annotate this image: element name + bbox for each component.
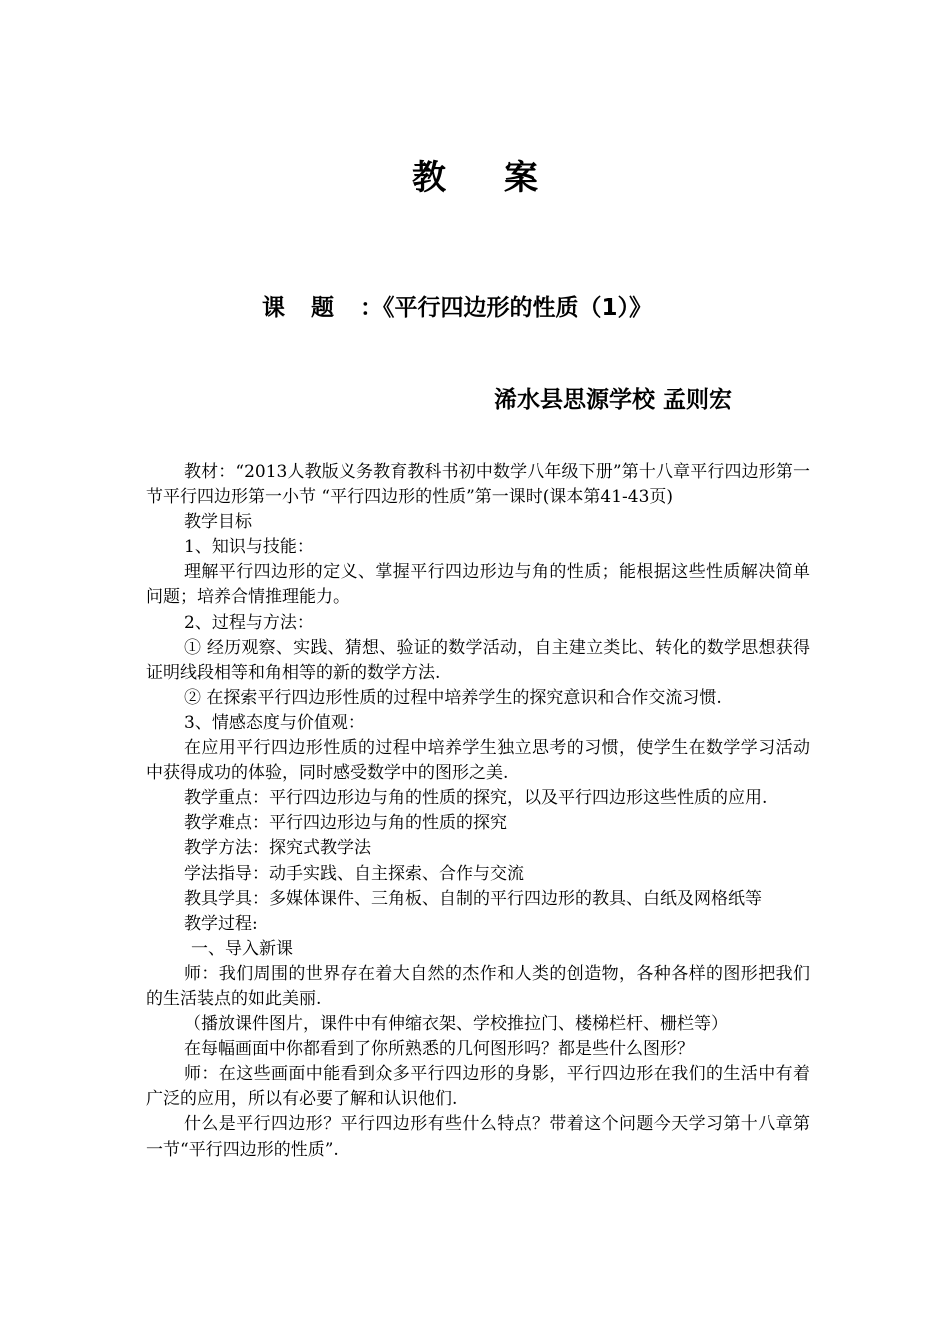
paragraph-attitude: 在应用平行四边形性质的过程中培养学生独立思考的习惯，使学生在数学学习活动中获得成功的体验，同时感受数学中的图形之美. [146, 738, 810, 784]
paragraph-material: 教材：“2013人教版义务教育教科书初中数学八年级下册”第十八章平行四边形第一节平行四边形第一小节 “平行四边形的性质”第一课时(课本第41-43页) [146, 462, 810, 508]
paragraph-question: 在每幅画面中你都看到了你所熟悉的几何图形吗？都是些什么图形？ [184, 1039, 694, 1060]
paragraph-objectives-heading: 教学目标 [184, 512, 252, 533]
author-line: 浠水县思源学校 孟则宏 [494, 387, 733, 413]
paragraph-knowledge-heading: 1、知识与技能： [184, 537, 314, 558]
paragraph-process-heading: 2、过程与方法： [184, 612, 314, 633]
paragraph-tools: 教具学具：多媒体课件、三角板、自制的平行四边形的教具、白纸及网格纸等 [184, 888, 762, 909]
paragraph-key-points: 教学重点：平行四边形边与角的性质的探究，以及平行四边形这些性质的应用. [184, 788, 768, 809]
paragraph-teacher-2: 师：在这些画面中能看到众多平行四边形的身影，平行四边形在我们的生活中有着广泛的应用，所以有必要了解和认识他们. [146, 1064, 810, 1110]
document-title: 教案 [412, 158, 596, 198]
paragraph-teacher-1: 师：我们周围的世界存在着大自然的杰作和人类的创造物，各种各样的图形把我们的生活装点的如此美丽. [146, 963, 810, 1009]
paragraph-knowledge: 理解平行四边形的定义、掌握平行四边形边与角的性质；能根据这些性质解决简单问题；培养合情推理能力。 [146, 562, 810, 608]
paragraph-process-2: ② 在探索平行四边形性质的过程中培养学生的探究意识和合作交流习惯. [184, 687, 722, 708]
paragraph-section-intro: 一、导入新课 [191, 938, 293, 959]
document-body [146, 460, 810, 1163]
paragraph-teaching-method: 教学方法：探究式教学法 [184, 838, 371, 859]
paragraph-attitude-heading: 3、情感态度与价值观： [184, 712, 365, 733]
paragraph-lead-in: 什么是平行四边形？平行四边形有些什么特点？带着这个问题今天学习第十八章第一节“平行四边形的性质”. [146, 1114, 810, 1160]
paragraph-difficulties: 教学难点：平行四边形边与角的性质的探究 [184, 813, 507, 834]
paragraph-process-1: ① 经历观察、实践、猜想、验证的数学活动，自主建立类比、转化的数学思想获得证明线段相等和角相等的新的数学方法. [146, 637, 810, 683]
paragraph-courseware: （播放课件图片，课件中有伸缩衣架、学校推拉门、楼梯栏杆、栅栏等） [184, 1014, 728, 1035]
lesson-subject [262, 288, 652, 328]
subject-value: 《平行四边形的性质（1）》 [383, 295, 653, 321]
paragraph-process-label: 教学过程: [184, 913, 258, 934]
subject-label: 课题 [262, 295, 360, 321]
subject-colon: ： [360, 295, 383, 321]
paragraph-learning-guide: 学法指导：动手实践、自主探索、合作与交流 [184, 863, 524, 884]
